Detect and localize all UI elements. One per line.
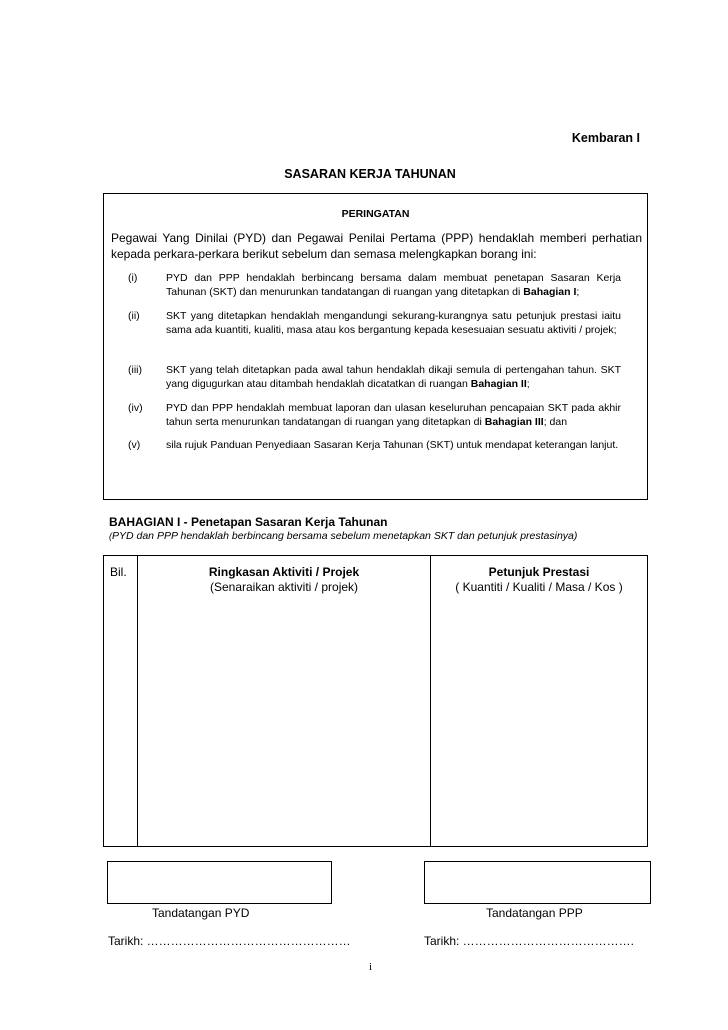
section-title: BAHAGIAN I - Penetapan Sasaran Kerja Tahunan [109,515,388,529]
item-number: (i) [128,272,138,284]
item-text: PYD dan PPP hendaklah berbincang bersama dalam membuat penetapan Sasaran Kerja Tahunan (SKT) dan menurunkan tandatangan di ruangan yang ditetapkan di Bahagian I; [166,272,621,298]
warning-heading: PERINGATAN [341,208,410,220]
warning-box [103,193,648,500]
item-text: PYD dan PPP hendaklah membuat laporan dan ulasan keseluruhan pencapaian SKT pada akhir tahun serta menurunkan tandatangan di ruangan yang ditetapkan di Bahagian III; dan [166,402,621,428]
item-number: (iii) [128,364,142,376]
pyd-date-field[interactable]: Tarikh: …………………………………………… [108,934,351,948]
item-text: sila rujuk Panduan Penyediaan Sasaran Kerja Tahunan (SKT) untuk mendapat keterangan lanjut. [166,439,619,451]
form-title: SASARAN KERJA TAHUNAN [284,167,456,181]
annex-label: Kembaran I [571,131,640,145]
header-activity: Ringkasan Aktiviti / Projek (Senaraikan aktiviti / projek) [208,565,360,594]
pyd-signature-label: Tandatangan PYD [152,906,250,920]
warning-intro: Pegawai Yang Dinilai (PYD) dan Pegawai Penilai Pertama (PPP) hendaklah memberi perhatian kepada perkara-perkara berikut sebelum dan semasa melengkapkan borang ini: [111,231,642,261]
item-text: SKT yang ditetapkan hendaklah mengandungi sekurang-kurangnya satu petunjuk prestasi iaitu sama ada kuantiti, kualiti, masa atau kos bergantung kepada kesesuaian sesuatu aktiviti / projek; [166,310,621,336]
ppp-signature-box[interactable] [424,861,651,904]
ppp-signature-label: Tandatangan PPP [486,906,583,920]
item-number: (v) [128,439,141,451]
targets-table [103,555,648,847]
pyd-signature-box[interactable] [107,861,332,904]
item-number: (iv) [128,402,143,414]
item-text: SKT yang telah ditetapkan pada awal tahun hendaklah dikaji semula di pertengahan tahun. SKT yang digugurkan atau ditambah hendaklah dicatatkan di ruangan Bahagian II; [166,364,621,390]
item-number: (ii) [128,310,140,322]
page-number: i [369,961,373,973]
header-bil: Bil. [110,565,127,579]
column-divider [430,556,431,846]
column-divider [137,556,138,846]
header-indicator: Petunjuk Prestasi ( Kuantiti / Kualiti / Masa / Kos ) [455,565,623,594]
ppp-date-field[interactable]: Tarikh: ……………………………………. [424,934,635,948]
section-note: (PYD dan PPP hendaklah berbincang bersama sebelum menetapkan SKT dan petunjuk prestasinya) [109,530,578,542]
